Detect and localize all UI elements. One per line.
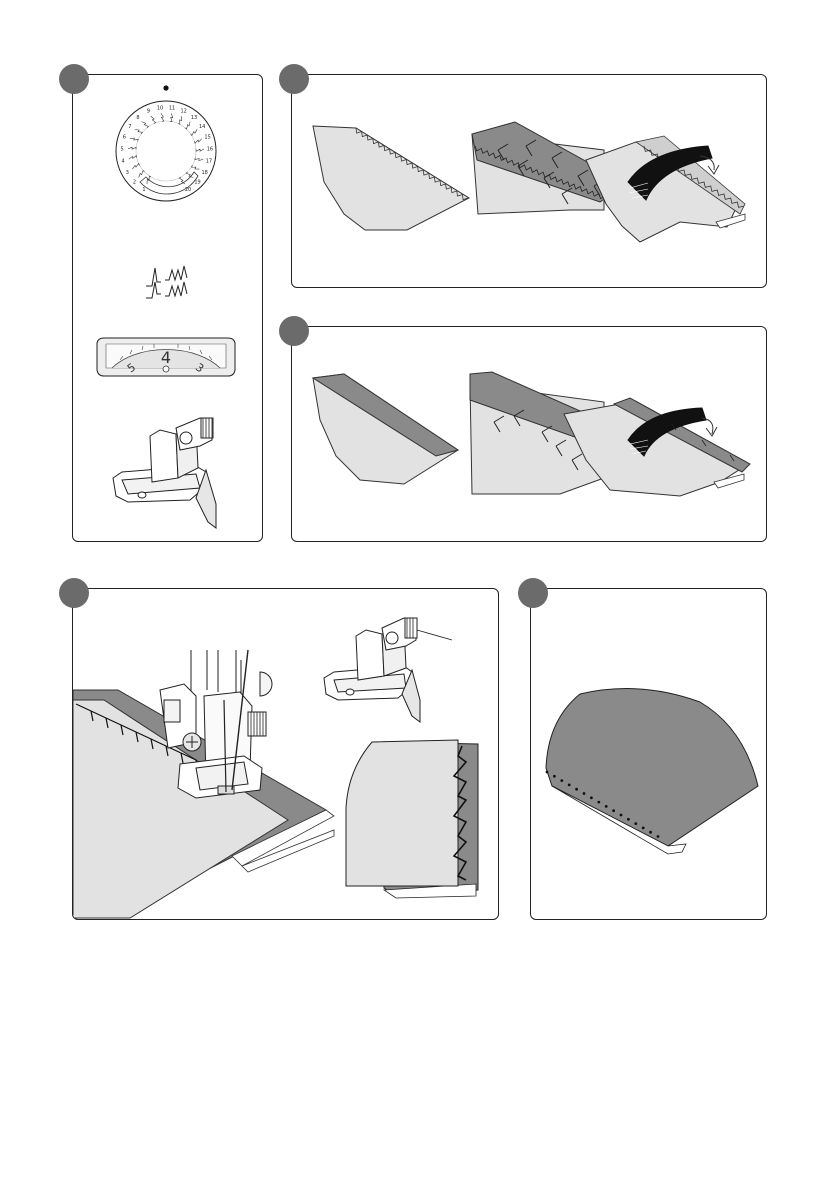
dial-number: 15	[204, 134, 211, 141]
dial-number: 12	[180, 108, 187, 115]
width-dial-left-value: 5	[124, 360, 139, 376]
fabric-plain-edge	[313, 374, 458, 484]
fabric-fold-back	[586, 136, 745, 242]
blind-hem-stitch-symbols	[146, 266, 187, 298]
hem-stitch-dot	[657, 835, 660, 838]
dial-number: 14	[199, 123, 206, 130]
width-dial-right-value: 3	[192, 360, 207, 376]
dial-number: 9	[146, 108, 150, 115]
hem-stitch-dot	[649, 831, 652, 834]
dial-number: 8	[136, 115, 140, 121]
dial-number: 2	[132, 179, 137, 186]
sewing-scene	[73, 690, 334, 918]
hem-stitch-dot	[590, 796, 593, 799]
width-dial-center-value: 4	[160, 348, 172, 367]
sewn-sample	[346, 740, 478, 898]
hem-stitch-dot	[642, 827, 645, 830]
hem-stitch-dot	[553, 775, 556, 778]
hem-stitch-dot	[627, 818, 630, 821]
hem-stitch-dot	[620, 814, 623, 817]
blind-hem-foot-icon	[113, 418, 216, 528]
blind-hem-foot-detail	[324, 618, 452, 722]
hem-stitch-dot	[568, 784, 571, 787]
dial-number: 7	[128, 123, 132, 130]
stitch-width-dial	[97, 338, 235, 376]
dial-number: 13	[190, 115, 198, 121]
dial-number: 11	[168, 105, 176, 112]
hem-stitch-dot	[605, 805, 608, 808]
fabric-overcast-edge	[313, 126, 469, 230]
stitch-dial	[116, 85, 216, 201]
dial-number: 6	[122, 134, 126, 141]
dial-indicator-dot	[163, 85, 168, 90]
dial-number: 18	[201, 169, 208, 176]
hem-stitch-dot	[575, 788, 578, 791]
finished-hem	[546, 689, 758, 854]
dial-number: 5	[120, 146, 124, 153]
hem-stitch-dot	[546, 771, 549, 774]
hem-stitch-dot	[583, 792, 586, 795]
dial-number: 17	[205, 158, 213, 165]
dial-number: 19	[194, 179, 201, 186]
hem-stitch-dot	[597, 801, 600, 804]
hem-stitch-dot	[560, 779, 563, 782]
dial-number: 3	[125, 169, 129, 176]
hem-stitch-dot	[612, 809, 615, 812]
dial-number: 16	[206, 146, 214, 153]
dial-number: 1	[142, 187, 146, 194]
hem-stitch-dot	[634, 822, 637, 825]
dial-number: 10	[156, 105, 164, 112]
dial-number: 20	[184, 187, 192, 194]
dial-number: 4	[121, 158, 125, 165]
